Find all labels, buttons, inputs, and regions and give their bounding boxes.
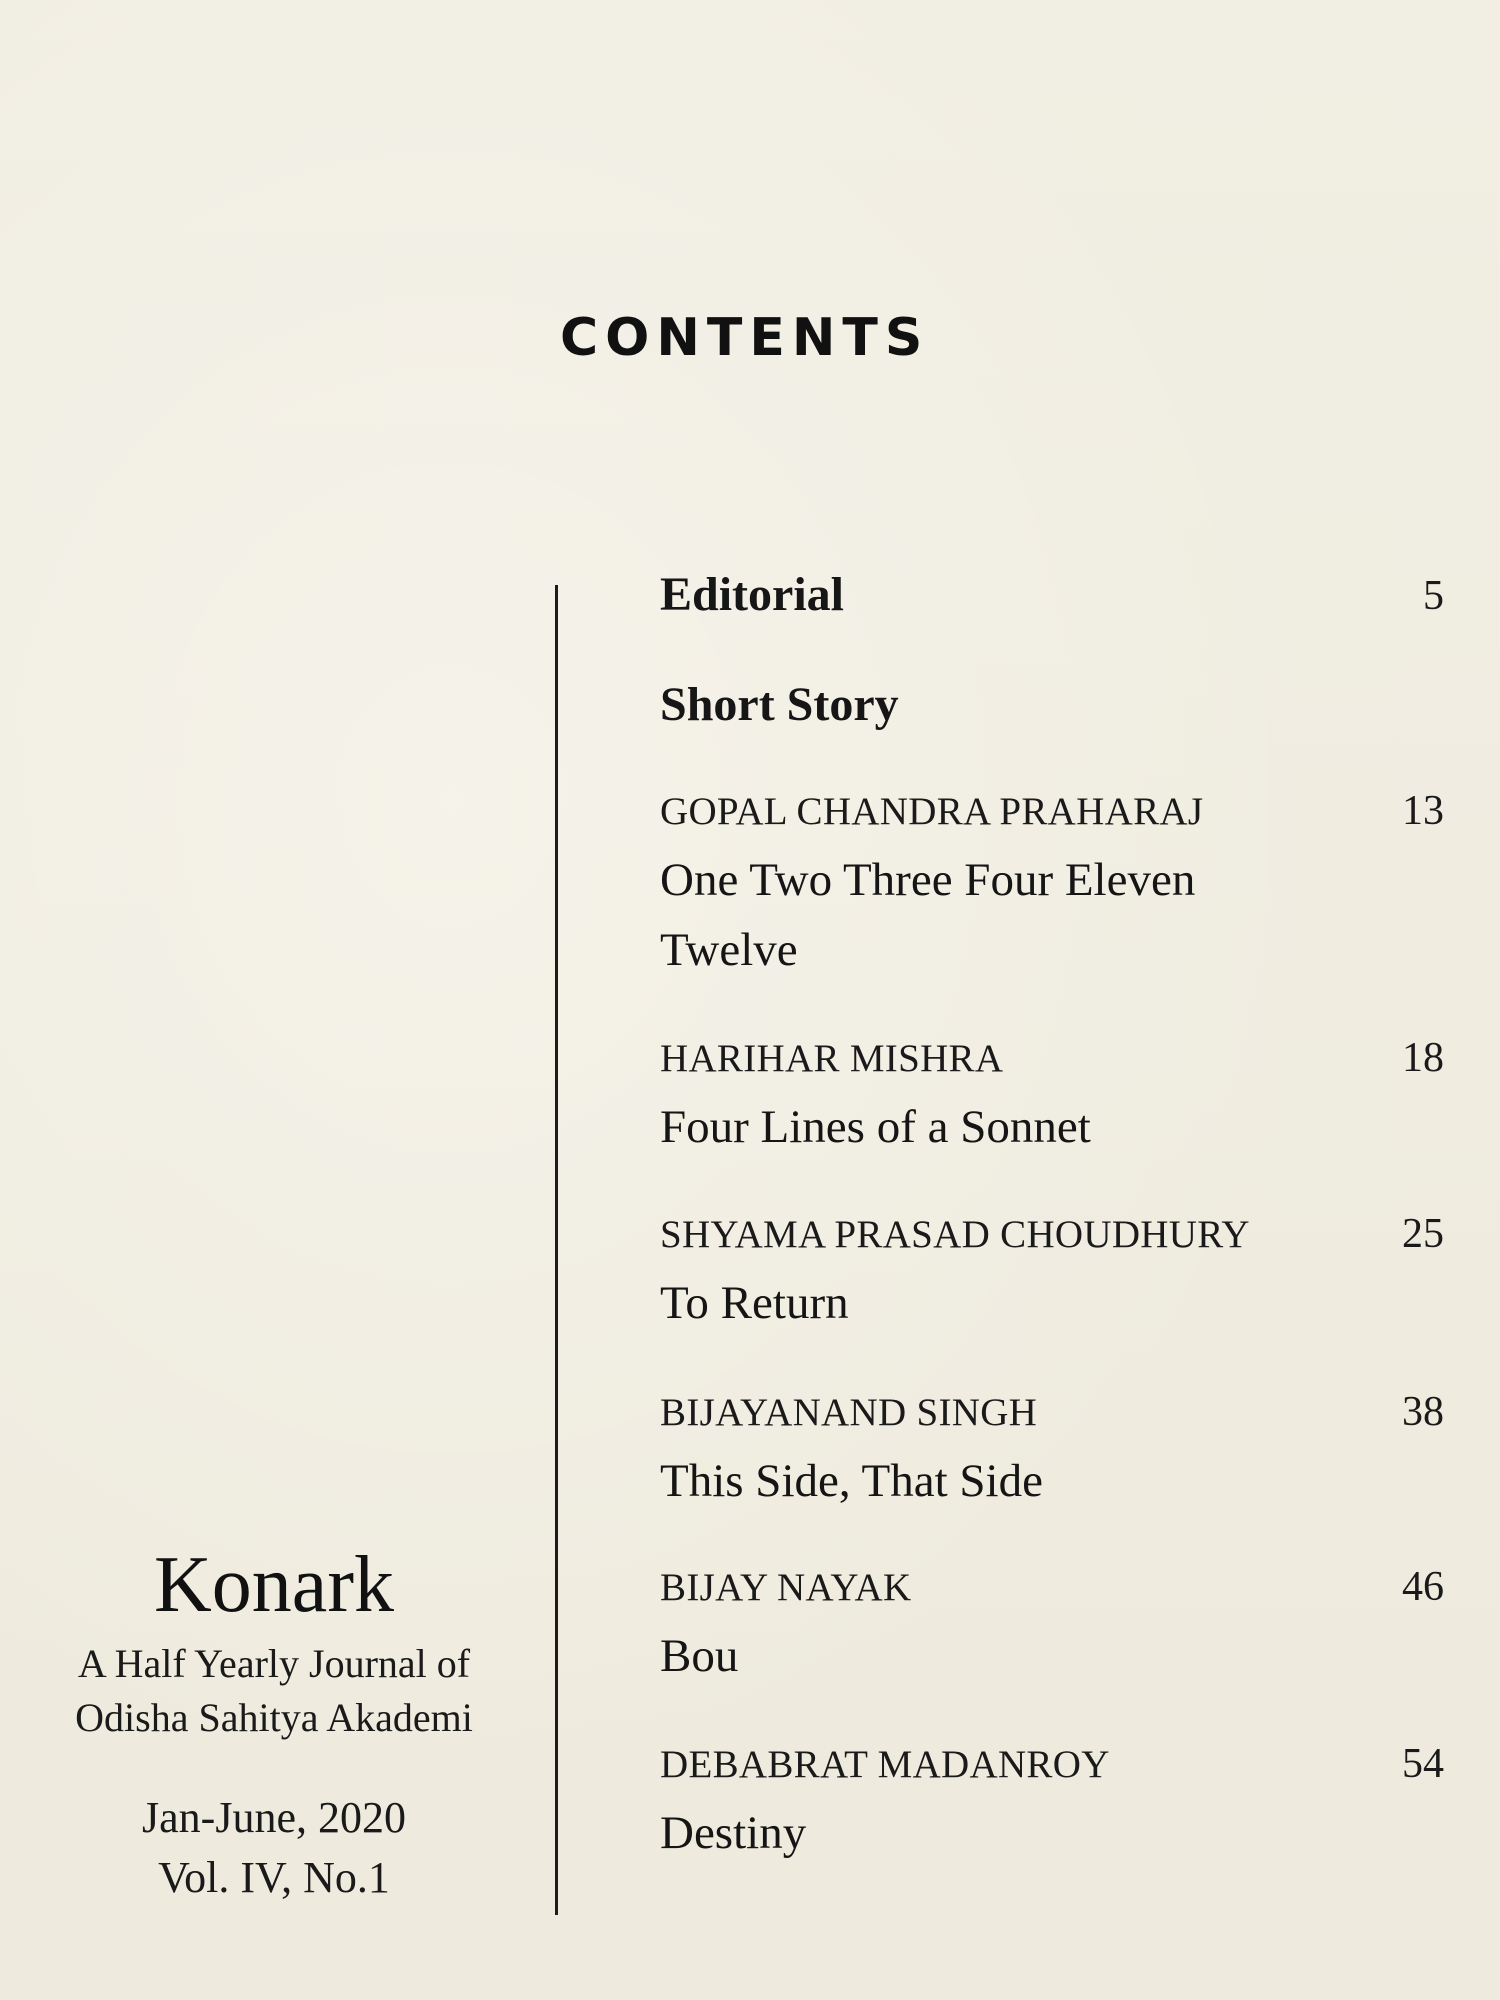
entry-title: To Return: [660, 1277, 849, 1329]
contents-heading: CONTENTS: [560, 308, 930, 368]
entry-title: Bou: [660, 1630, 739, 1682]
entry-author: DEBABRAT MADANROY: [660, 1743, 1110, 1786]
journal-name: Konark: [154, 1541, 394, 1629]
entry-page-number: 18: [1402, 1035, 1444, 1081]
entry-page-number: 25: [1402, 1211, 1444, 1257]
journal-issue-date: Jan-June, 2020: [142, 1793, 406, 1842]
section-label-short-story: Short Story: [660, 678, 899, 731]
entry-title: Four Lines of a Sonnet: [660, 1101, 1091, 1153]
editorial-page-number: 5: [1423, 573, 1444, 619]
entry-author: HARIHAR MISHRA: [660, 1037, 1004, 1080]
journal-publisher: Odisha Sahitya Akademi: [75, 1695, 473, 1740]
entry-author: BIJAY NAYAK: [660, 1566, 912, 1609]
entry-author: BIJAYANAND SINGH: [660, 1391, 1038, 1434]
entry-author: GOPAL CHANDRA PRAHARAJ: [660, 790, 1204, 833]
entry-page-number: 13: [1402, 788, 1444, 834]
entry-page-number: 38: [1402, 1389, 1444, 1435]
entry-title-line: Twelve: [660, 924, 798, 976]
entry-page-number: 46: [1402, 1564, 1444, 1610]
journal-volume: Vol. IV, No.1: [158, 1853, 390, 1902]
entry-title: [660, 845, 1300, 985]
column-divider: [555, 585, 558, 1915]
entry-page-number: 54: [1402, 1741, 1444, 1787]
journal-subtitle: A Half Yearly Journal of: [77, 1641, 471, 1686]
entry-title-line: One Two Three Four Eleven: [660, 854, 1196, 906]
entry-title: This Side, That Side: [660, 1455, 1043, 1507]
entry-author: SHYAMA PRASAD CHOUDHURY: [660, 1213, 1250, 1256]
editorial-label: Editorial: [660, 568, 845, 621]
entry-title: Destiny: [660, 1807, 807, 1859]
